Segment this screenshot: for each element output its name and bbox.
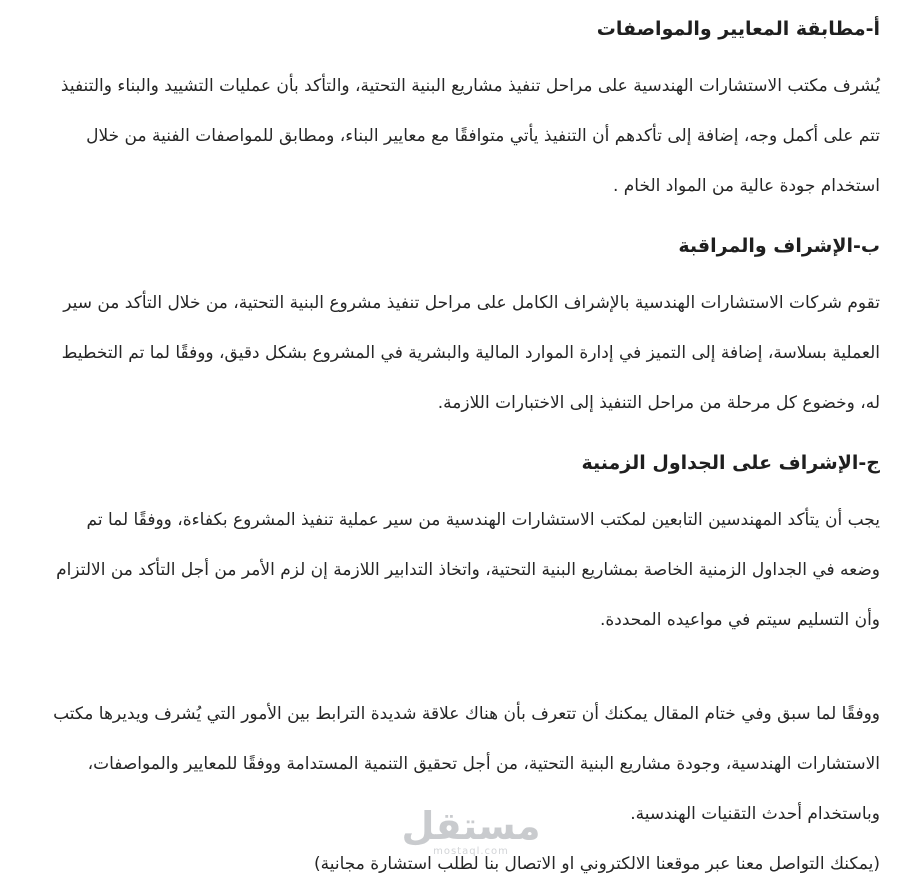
watermark-caption: mostaql.com (433, 846, 509, 857)
closing-paragraph: ووفقًا لما سبق وفي ختام المقال يمكنك أن تتعرف بأن هناك علاقة شديدة الترابط بين الأمور التي يُشرف ويديرها مكتب الاستشارات الهندسية، وجودة مشاريع البنية التحتية، من أجل تحقيق التنمية المستدامة ووفقًا للمعايير والمواصفات، وباستخدام أحدث التقنيات الهندسية. (53, 704, 880, 824)
section-paragraph-standards: يُشرف مكتب الاستشارات الهندسية على مراحل تنفيذ مشاريع البنية التحتية، والتأكد بأن عمليات التشييد والبناء والتنفيذ تتم على أكمل وجه، إضافة إلى تأكدهم أن التنفيذ يأتي متوافقًا مع معايير البناء، ومطابق للمواصفات الفنية من خلال استخدام جودة عالية من المواد الخام . (60, 76, 880, 196)
section-heading-standards: أ-مطابقة المعايير والمواصفات (596, 18, 880, 40)
section-heading-schedules: ج-الإشراف على الجداول الزمنية (581, 452, 880, 474)
section-paragraph-schedules: يجب أن يتأكد المهندسين التابعين لمكتب الاستشارات الهندسية من سير عملية تنفيذ المشروع بكفاءة، ووفقًا لما تم وضعه في الجداول الزمنية الخاصة بمشاريع البنية التحتية، واتخاذ التدابير اللازمة إن لزم الأمر من أجل التأكد من الالتزام وأن التسليم سيتم في مواعيده المحددة. (56, 510, 880, 630)
watermark-wordmark: مستقل (401, 804, 541, 848)
section-heading-supervision: ب-الإشراف والمراقبة (678, 235, 880, 257)
section-paragraph-supervision: تقوم شركات الاستشارات الهندسية بالإشراف الكامل على مراحل تنفيذ مشروع البنية التحتية، من خلال التأكد من سير العملية بسلاسة، إضافة إلى التميز في إدارة الموارد المالية والبشرية في المشروع بشكل دقيق، ووفقًا لما تم التخطيط له، وخضوع كل مرحلة من مراحل التنفيذ إلى الاختبارات اللازمة. (61, 293, 880, 413)
contact-note: (يمكنك التواصل معنا عبر موقعنا الالكتروني او الاتصال بنا لطلب استشارة مجانية) (314, 854, 880, 874)
